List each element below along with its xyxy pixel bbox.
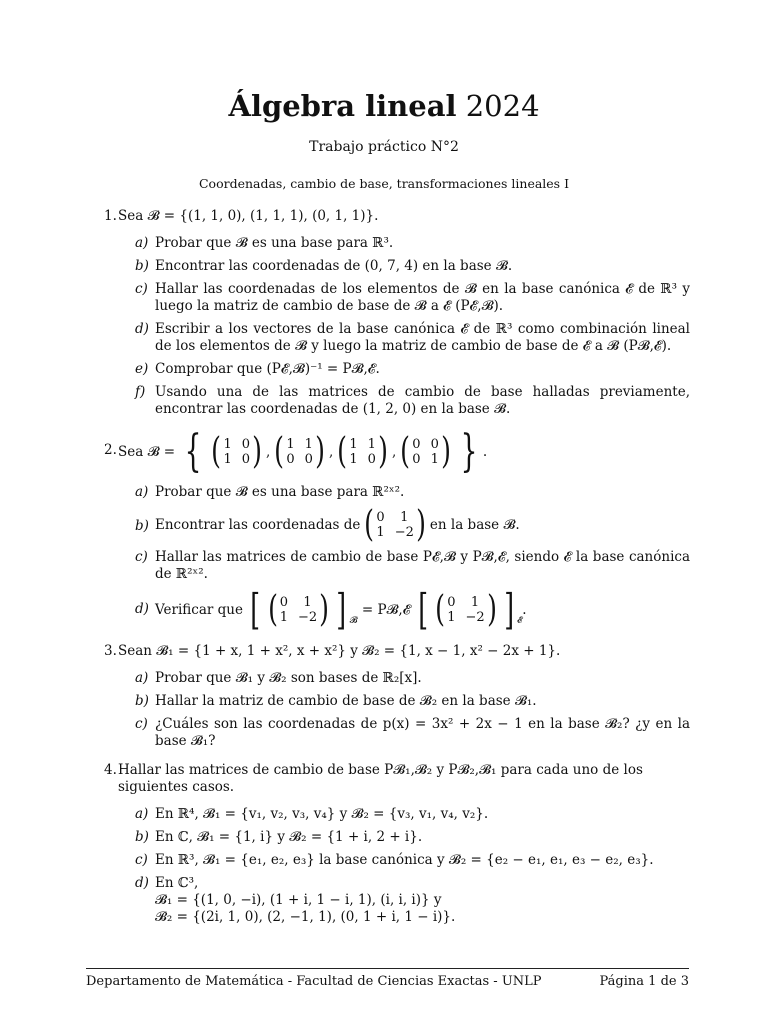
item-text: en la base 𝓑. [429, 516, 520, 533]
matrix-entry: 1 [447, 610, 456, 625]
item-label: b) [135, 258, 149, 274]
matrix-entry: 0 [241, 452, 250, 467]
item-label: c) [135, 281, 148, 297]
exercise-item [118, 235, 690, 252]
item-label: a) [135, 806, 149, 822]
exercise-item [118, 361, 690, 378]
right-brace: } [460, 426, 478, 477]
matrix-entry: 1 [303, 595, 312, 610]
item-text: Probar que 𝓑₁ y 𝓑₂ son bases de ℝ₂[x]. [155, 670, 422, 686]
matrix: ( 0 1 1 −2 ) [267, 589, 330, 630]
item-label: b) [135, 829, 149, 845]
exercise-item [118, 829, 690, 846]
item-text: En ℝ⁴, 𝓑₁ = {v₁, v₂, v₃, v₄} y 𝓑₂ = {v₃, v₁, v₄, v₂}. [155, 806, 489, 822]
matrix: ( 1 0 1 0 ) [211, 431, 262, 472]
exercise-item [118, 504, 690, 545]
title-main: Álgebra lineal [228, 89, 457, 123]
item-text: Comprobar que (P𝓔,𝓑)⁻¹ = P𝓑,𝓔. [155, 361, 380, 377]
item-label: d) [135, 321, 149, 337]
title-year: 2024 [465, 89, 540, 123]
exercise-item [118, 716, 690, 750]
problem-1 [86, 208, 690, 418]
matrix-entry: 1 [430, 452, 439, 467]
item-label: a) [135, 235, 149, 251]
problem-statement: Sea 𝓑 = { ( 1 0 1 0 ) , ( 1 1 0 0 ) , ( 1 1 1 0 ) , ( 0 0 0 1 ) } . [118, 426, 488, 477]
document-subtitle: Trabajo práctico N°2 [309, 139, 459, 155]
matrix: ( 1 1 1 0 ) [337, 431, 388, 472]
exercise-item: d) Verificar que [ ( 0 1 1 −2 ) ] 𝓑 = P𝓑,𝓔 [ ( 0 1 1 −2 ) ] 𝓔 . [135, 585, 527, 634]
item-text: Hallar las coordenadas de los elementos de 𝓑 en la base canónica 𝓔 de ℝ³ y luego la matriz de cambio de base de 𝓑 a 𝓔 (P𝓔,𝓑). [155, 281, 690, 314]
problem-2 [86, 426, 690, 634]
problem-list [86, 208, 690, 938]
matrix-entry: 0 [241, 437, 250, 452]
item-label: a) [135, 484, 149, 500]
item-text: Usando una de las matrices de cambio de base halladas previamente, encontrar las coordenadas de (1, 2, 0) en la base 𝓑. [155, 384, 690, 417]
item-text: Probar que 𝓑 es una base para ℝ²ˣ². [155, 484, 405, 500]
item-text: Escribir a los vectores de la base canónica 𝓔 de ℝ³ como combinación lineal de los elementos de 𝓑 y luego la matriz de cambio de base de 𝓔 a 𝓑 (P𝓑,𝓔). [155, 321, 690, 354]
item-text: Hallar las matrices de cambio de base P𝓔,𝓑 y P𝓑,𝓔, siendo 𝓔 la base canónica de ℝ²ˣ². [155, 549, 690, 582]
problem-statement: Sean 𝓑₁ = {1 + x, 1 + x², x + x²} y 𝓑₂ = {1, x − 1, x² − 2x + 1}. [118, 643, 561, 659]
footer-department: Departamento de Matemática - Facultad de Ciencias Exactas - UNLP [86, 974, 542, 989]
problem-3 [86, 643, 690, 750]
item-label: e) [135, 361, 149, 377]
item-label: c) [135, 716, 148, 732]
item-text: Encontrar las coordenadas de (0, 7, 4) en la base 𝓑. [155, 258, 513, 274]
problem-number: 1. [104, 208, 117, 224]
item-text: ¿Cuáles son las coordenadas de p(x) = 3x² + 2x − 1 en la base 𝓑₂? ¿y en la base 𝓑₁? [155, 716, 690, 749]
item-label: d) [135, 601, 149, 617]
matrix-entry: 1 [304, 437, 313, 452]
matrix-entry: 1 [223, 437, 232, 452]
matrix: ( 0 1 1 −2 ) [364, 504, 426, 545]
matrix-entry: 1 [349, 452, 358, 467]
item-text: 𝓑₂ = {(2i, 1, 0), (2, −1, 1), (0, 1 + i, 1 − i)}. [155, 909, 456, 925]
item-label: c) [135, 852, 148, 868]
exercise-item [118, 670, 690, 687]
exercise-item [118, 852, 690, 869]
matrix-entry: −2 [297, 610, 318, 625]
item-label: b) [135, 693, 149, 709]
matrix-entry: 1 [470, 595, 480, 610]
matrix: ( 1 1 0 0 ) [274, 431, 325, 472]
item-label: c) [135, 549, 148, 565]
item-text: En ℝ³, 𝓑₁ = {e₁, e₂, e₃} la base canónica y 𝓑₂ = {e₂ − e₁, e₁, e₃ − e₂, e₃}. [155, 852, 654, 868]
left-brace: { [184, 426, 202, 477]
item-text: Encontrar las coordenadas de [155, 516, 361, 533]
problem-number: 4. [104, 762, 117, 778]
matrix-entry: 1 [279, 610, 288, 625]
matrix-entry: 0 [286, 452, 295, 467]
problem-number: 3. [104, 643, 117, 659]
matrix-entry: 1 [223, 452, 232, 467]
matrix-entry: −2 [465, 610, 485, 625]
matrix-entry: 1 [349, 437, 358, 452]
matrix-entry: 1 [400, 510, 409, 525]
exercise-item [118, 693, 690, 710]
exercise-item [118, 321, 690, 355]
item-label: d) [135, 875, 149, 891]
problem-number: 2. [104, 442, 117, 458]
matrix-entry: −2 [394, 525, 414, 540]
matrix-entry: 1 [367, 437, 376, 452]
matrix-entry: 0 [304, 452, 313, 467]
matrix-entry: 1 [286, 437, 295, 452]
item-text: Probar que 𝓑 es una base para ℝ³. [155, 235, 394, 251]
matrix-entry: 1 [376, 525, 385, 540]
matrix-entry: 0 [376, 510, 385, 525]
item-label: b) [135, 518, 149, 534]
footer-divider [86, 968, 689, 969]
exercise-item [118, 806, 690, 823]
equation-rhs: = P𝓑,𝓔 [361, 601, 411, 618]
statement-prefix: Sea 𝓑 = [118, 443, 176, 460]
matrix-entry: 0 [367, 452, 376, 467]
item-text: En ℂ³, [155, 875, 199, 891]
item-label: a) [135, 670, 149, 686]
item-text: En ℂ, 𝓑₁ = {1, i} y 𝓑₂ = {1 + i, 2 + i}. [155, 829, 423, 845]
document-title [0, 88, 768, 124]
matrix-entry: 0 [447, 595, 456, 610]
exercise-item [118, 875, 690, 926]
matrix: ( 0 1 1 −2 ) [435, 589, 497, 630]
footer-page-number: Página 1 de 3 [599, 974, 689, 989]
exercise-item [118, 549, 690, 583]
exercise-item [118, 484, 690, 501]
exercise-item [118, 384, 690, 418]
matrix: ( 0 0 0 1 ) [400, 431, 451, 472]
matrix-entry: 0 [412, 452, 421, 467]
item-text: Hallar la matriz de cambio de base de 𝓑₂ en la base 𝓑₁. [155, 693, 537, 709]
problem-statement: Sea 𝓑 = {(1, 1, 0), (1, 1, 1), (0, 1, 1)}. [118, 208, 379, 224]
problem-statement: Hallar las matrices de cambio de base P𝓑₁,𝓑₂ y P𝓑₂,𝓑₁ para cada uno de los siguientes casos. [118, 762, 643, 795]
item-label: f) [135, 384, 146, 400]
matrix-entry: 0 [412, 437, 421, 452]
exercise-item [118, 258, 690, 275]
matrix-entry: 0 [430, 437, 439, 452]
item-text: 𝓑₁ = {(1, 0, −i), (1 + i, 1 − i, 1), (i, i, i)} y [155, 892, 442, 908]
problem-4 [86, 762, 690, 926]
document-topics: Coordenadas, cambio de base, transformaciones lineales I [198, 176, 570, 191]
exercise-item [118, 281, 690, 315]
matrix-entry: 0 [279, 595, 288, 610]
item-text: Verificar que [155, 601, 243, 618]
